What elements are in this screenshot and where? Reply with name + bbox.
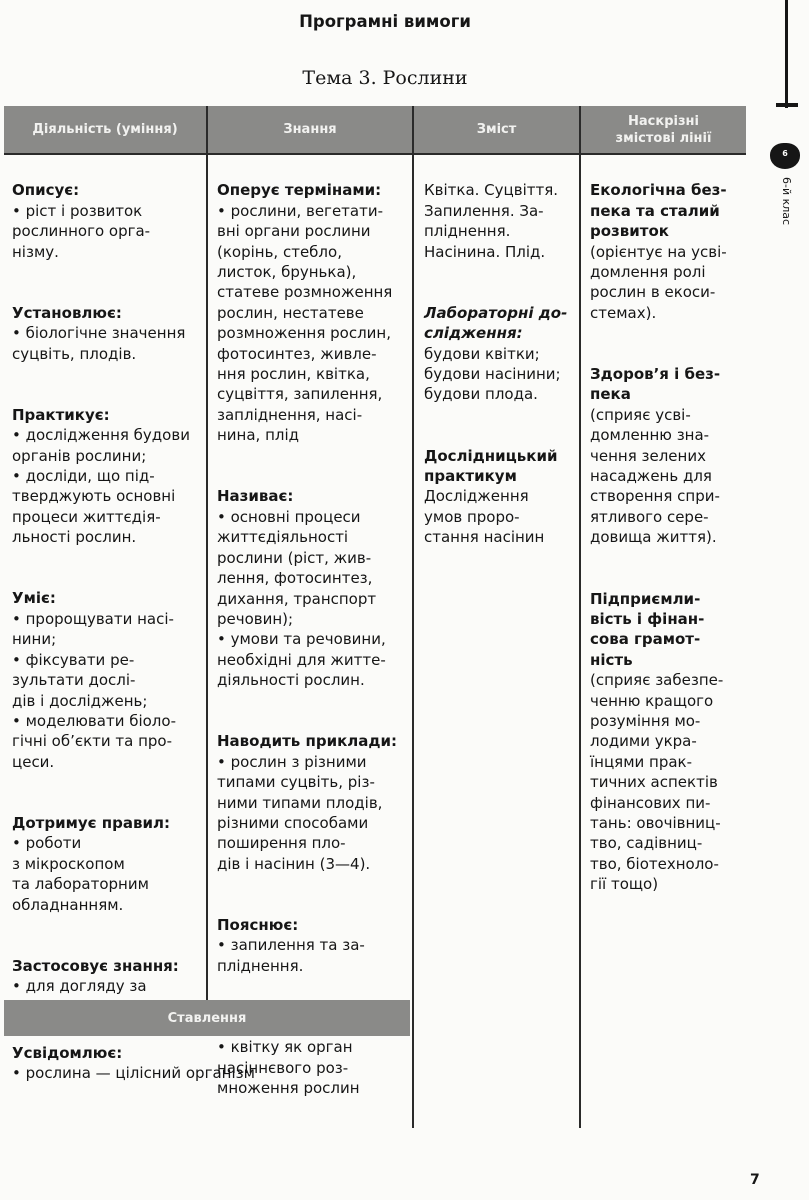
margin-rule-tick xyxy=(776,103,798,107)
attitude-header: Ставлення xyxy=(4,1000,410,1036)
apple-icon xyxy=(770,143,800,169)
activity-block: Застосовує знання: • для догляду за xyxy=(12,956,179,996)
activity-block: Дотримує правил: • роботи з мікроскопом та лабораторним обладнанням. xyxy=(12,813,170,914)
column-content xyxy=(424,160,578,588)
header-knowledge: Знання xyxy=(283,122,337,137)
knowledge-block: Оперує термінами: • рослини, вегетати- вні органи рослини (корінь, стебло, листок, брунька), статеве розмноження рослин, нестатеве розмноження рослин, фотосинтез, живле- ння рослин, квітка, суцвіття, запилення, запліднення, насі- нина, плід xyxy=(217,181,393,445)
knowledge-block: Пояснює: • запилення та за- пліднення. xyxy=(217,915,365,975)
header-crosscutting: Наскрізні змістові лінії xyxy=(615,113,712,146)
column-crosscutting xyxy=(590,160,750,935)
column-divider-2 xyxy=(412,106,414,1128)
attitude-title: Усвідомлює: xyxy=(12,1044,123,1062)
activity-block: Установлює: • біологічне значення суцвіть, плодів. xyxy=(12,303,186,363)
grade-side-label: 6-й клас xyxy=(780,177,793,226)
knowledge-block: Називає: • основні процеси життєдіяльності рослини (ріст, жив- лення, фотосинтез, дихання, транспорт речовин); • умови та речовини, необхідні для житте- діяльності рослин. xyxy=(217,487,386,690)
topic-title: Тема 3. Рослини xyxy=(302,67,468,89)
column-activity xyxy=(12,160,204,1058)
knowledge-block: Наводить приклади: • рослин з різними типами суцвіть, різ- ними типами плодів, різними способами поширення пло- дів і насінин (3—4). xyxy=(217,732,398,873)
crosscutting-block: Екологічна без- пека та сталий розвиток (орієнтує на усві- домлення ролі рослин в екоси- стемах). xyxy=(590,181,727,322)
column-knowledge xyxy=(217,160,409,1139)
content-block: Дослідницький практикум Дослідження умов проро- стання насінин xyxy=(424,446,558,547)
header-activity: Діяльність (уміння) xyxy=(32,122,178,137)
margin-rule xyxy=(785,0,788,108)
attitude-text: • рослина — цілісний організм xyxy=(12,1064,255,1083)
content-block: Квітка. Суцвіття. Запилення. За- пліднення. Насінина. Плід. xyxy=(424,181,559,261)
column-divider-1 xyxy=(206,106,208,1000)
apple-icon-label: 6 xyxy=(782,149,788,158)
knowledge-block: • квітку як орган насіннєвого роз- множення рослин xyxy=(217,1038,360,1098)
attitude-block xyxy=(12,1043,255,1084)
table-header-row xyxy=(4,106,746,153)
crosscutting-block: Підприємли- вість і фінан- сова грамот- ність (сприяє забезпе- ченню кращого розуміння мо- лодими укра- їнцями прак- тичних аспектів фінансових пи- тань: овочівниц- тво, садівниц- тво, біотехноло- гії тощо) xyxy=(590,589,724,894)
page-heading: Програмні вимоги xyxy=(299,12,471,31)
header-divider xyxy=(4,153,746,155)
activity-block: Практикує: • дослідження будови органів рослини; • досліди, що під- тверджують основні процеси життєдія- льності рослин. xyxy=(12,405,190,547)
page-number: 7 xyxy=(750,1172,760,1188)
header-content: Зміст xyxy=(476,122,517,137)
crosscutting-block: Здоров’я і без- пека (сприяє усві- домленню зна- чення зелених насаджень для створення спри- ятливого сере- довища життя). xyxy=(590,365,721,547)
column-divider-3 xyxy=(579,106,581,1128)
activity-block: Уміє: • пророщувати насі- нини; • фіксувати ре- зультати дослі- дів і досліджень; • моделювати біоло- гічні об’єкти та про- цеси. xyxy=(12,589,176,771)
activity-block: Описує: • ріст і розвиток рослинного орга- нізму. xyxy=(12,181,151,261)
content-block: Лабораторні до- слідження: будови квітки; будови насінини; будови плода. xyxy=(424,303,568,404)
